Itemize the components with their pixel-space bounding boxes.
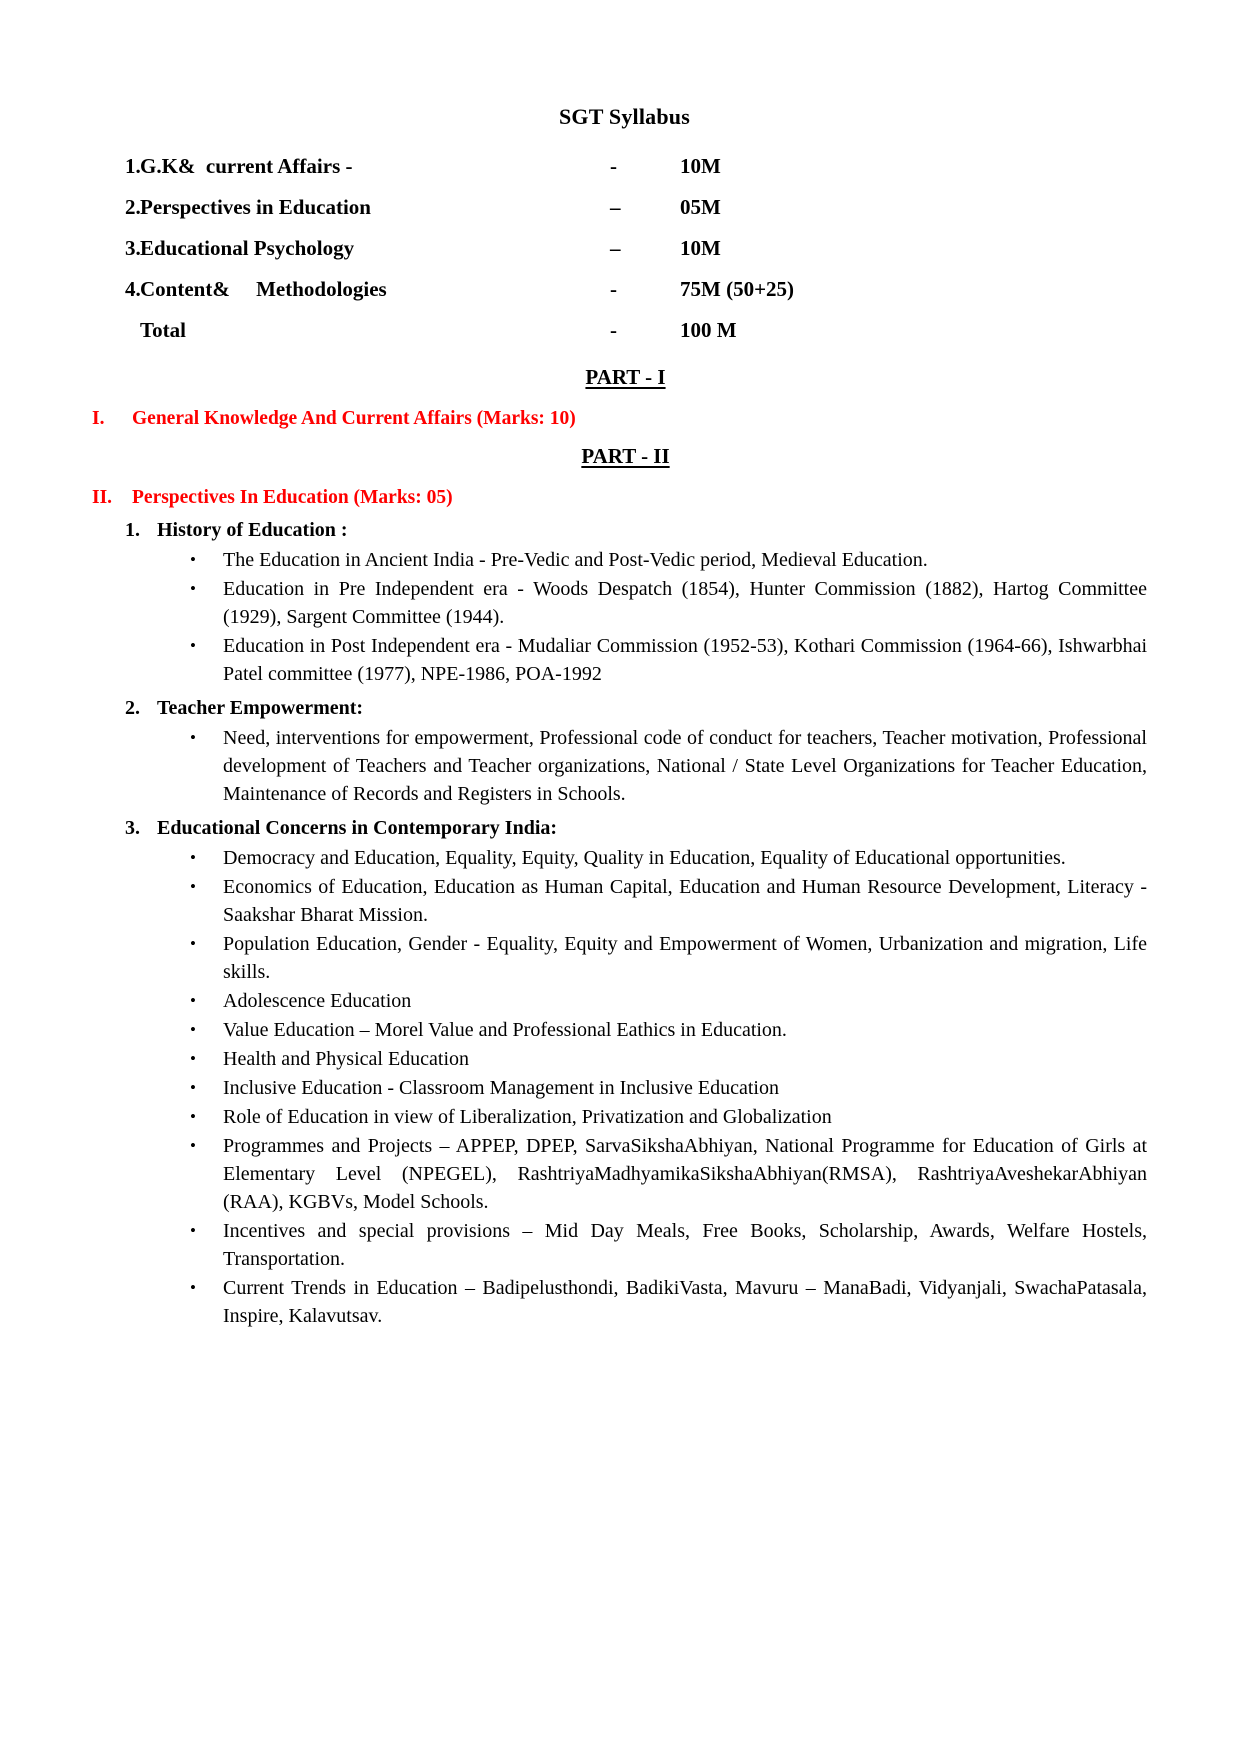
section-label: Perspectives In Education (Marks: 05): [132, 487, 453, 508]
list-item: [190, 873, 1149, 929]
list-item: [190, 724, 1149, 808]
section-general-knowledge: [92, 408, 1149, 430]
list-item-text: Economics of Education, Education as Human Capital, Education and Human Resource Development, Literacy - Saakshar Bharat Mission.: [223, 876, 1147, 926]
bullet-list-teacher-empowerment: [92, 724, 1149, 808]
bullet-list-educational-concerns: [92, 844, 1149, 1330]
bullet-icon: •: [190, 550, 196, 569]
topic-number: 2.: [125, 697, 140, 719]
section-perspectives-in-education: [92, 487, 1149, 509]
bullet-icon: •: [190, 1221, 196, 1240]
list-item: [190, 844, 1149, 872]
list-item-text: Value Education – Morel Value and Professional Eathics in Education.: [223, 1019, 787, 1041]
bullet-icon: •: [190, 636, 196, 655]
row-subject: Perspectives in Education: [140, 195, 371, 219]
list-item-text: Democracy and Education, Equality, Equity, Quality in Education, Equality of Educational opportunities.: [223, 847, 1066, 869]
section-numeral: II.: [92, 487, 113, 508]
list-item: [190, 1045, 1149, 1073]
list-item-text: Need, interventions for empowerment, Professional code of conduct for teachers, Teacher motivation, Professional development of Teachers and Teacher organizations, National / State Level Organizations for Teacher Education, Maintenance of Records and Registers in Schools.: [223, 727, 1147, 805]
bullet-icon: •: [190, 1107, 196, 1126]
row-subject: Content& Methodologies: [140, 277, 387, 301]
row-subject: Total: [140, 318, 186, 342]
bullet-icon: •: [190, 991, 196, 1010]
row-separator: -: [610, 318, 617, 342]
table-row: [92, 187, 1149, 228]
row-separator: -: [610, 277, 617, 301]
topic-heading-teacher-empowerment: [92, 697, 1149, 720]
list-item: [190, 575, 1149, 631]
list-item: [190, 1074, 1149, 1102]
part-1-heading: [92, 365, 1149, 390]
table-row: [92, 269, 1149, 310]
table-row: [92, 228, 1149, 269]
topic-label: Educational Concerns in Contemporary India:: [157, 817, 558, 839]
bullet-icon: •: [190, 728, 196, 747]
bullet-icon: •: [190, 1078, 196, 1097]
part-1-heading-text: PART - I: [585, 365, 666, 389]
table-row-total: [92, 310, 1149, 351]
row-separator: -: [610, 154, 617, 178]
part-2-heading: [92, 444, 1149, 469]
list-item-text: Adolescence Education: [223, 990, 412, 1012]
topic-label: Teacher Empowerment:: [157, 697, 364, 719]
row-subject: Educational Psychology: [140, 236, 355, 260]
row-marks: 10M: [680, 154, 721, 178]
table-row: [92, 146, 1149, 187]
list-item-text: Population Education, Gender - Equality, Equity and Empowerment of Women, Urbanization and migration, Life skills.: [223, 933, 1147, 983]
bullet-icon: •: [190, 1049, 196, 1068]
part-2-heading-text: PART - II: [581, 444, 670, 468]
bullet-icon: •: [190, 579, 196, 598]
row-marks: 75M (50+25): [680, 277, 795, 301]
list-item: [190, 930, 1149, 986]
row-subject: G.K& current Affairs -: [140, 154, 353, 178]
list-item-text: The Education in Ancient India - Pre-Vedic and Post-Vedic period, Medieval Education.: [223, 549, 928, 571]
marks-summary-table: [92, 146, 1149, 351]
list-item: [190, 987, 1149, 1015]
topic-heading-educational-concerns: [92, 817, 1149, 840]
row-number: 4.: [125, 277, 141, 301]
bullet-icon: •: [190, 1020, 196, 1039]
list-item-text: Health and Physical Education: [223, 1048, 470, 1070]
row-number: 1.: [125, 154, 141, 178]
bullet-list-history-of-education: [92, 546, 1149, 688]
bullet-icon: •: [190, 1278, 196, 1297]
list-item: [190, 1132, 1149, 1216]
topic-heading-history-of-education: [92, 519, 1149, 542]
list-item: [190, 1103, 1149, 1131]
list-item: [190, 1274, 1149, 1330]
bullet-icon: •: [190, 848, 196, 867]
page-title: SGT Syllabus: [558, 104, 691, 129]
list-item-text: Current Trends in Education – Badipelusthondi, BadikiVasta, Mavuru – ManaBadi, Vidyanjali, SwachaPatasala, Inspire, Kalavutsav.: [223, 1277, 1147, 1327]
row-separator: –: [610, 195, 621, 219]
bullet-icon: •: [190, 1136, 196, 1155]
list-item-text: Programmes and Projects – APPEP, DPEP, SarvaSikshaAbhiyan, National Programme for Education of Girls at Elementary Level (NPEGEL), RashtriyaMadhyamikaSikshaAbhiyan(RMSA), RashtriyaAveshekarAbhiyan (RAA), KGBVs, Model Schools.: [223, 1135, 1147, 1213]
list-item: [190, 1217, 1149, 1273]
list-item-text: Incentives and special provisions – Mid Day Meals, Free Books, Scholarship, Awards, Welfare Hostels, Transportation.: [223, 1220, 1147, 1270]
list-item: [190, 1016, 1149, 1044]
list-item: [190, 632, 1149, 688]
section-label: General Knowledge And Current Affairs (Marks: 10): [132, 408, 576, 429]
row-number: 3.: [125, 236, 141, 260]
row-marks: 10M: [680, 236, 721, 260]
list-item: [190, 546, 1149, 574]
row-marks: 05M: [680, 195, 721, 219]
list-item-text: Education in Pre Independent era - Woods Despatch (1854), Hunter Commission (1882), Hartog Committee (1929), Sargent Committee (1944).: [223, 578, 1147, 628]
row-marks: 100 M: [680, 318, 737, 342]
list-item-text: Role of Education in view of Liberalization, Privatization and Globalization: [223, 1106, 832, 1128]
bullet-icon: •: [190, 934, 196, 953]
list-item-text: Education in Post Independent era - Mudaliar Commission (1952-53), Kothari Commission (1964-66), Ishwarbhai Patel committee (1977), NPE-1986, POA-1992: [223, 635, 1147, 685]
section-numeral: I.: [92, 408, 105, 429]
topic-label: History of Education :: [157, 519, 348, 541]
row-separator: –: [610, 236, 621, 260]
row-number: 2.: [125, 195, 141, 219]
topic-number: 3.: [125, 817, 140, 839]
bullet-icon: •: [190, 877, 196, 896]
list-item-text: Inclusive Education - Classroom Management in Inclusive Education: [223, 1077, 779, 1099]
topic-number: 1.: [125, 519, 140, 541]
